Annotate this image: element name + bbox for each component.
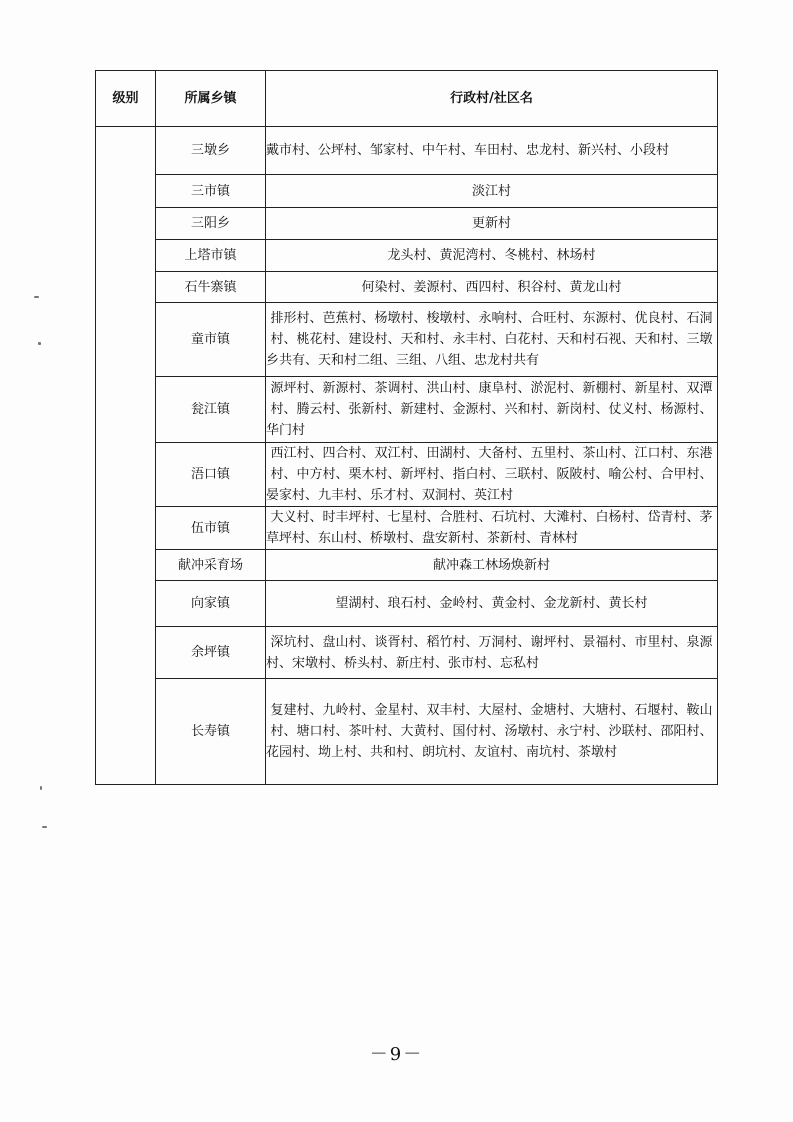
village-list: 排形村、芭蕉村、杨墩村、梭墩村、永响村、合旺村、东源村、优良村、石洞村、桃花村、建设村、天和村、永丰村、白花村、天和村石视、天和村、三墩乡共有、天和村二组、三组、八组、忠龙村共有	[266, 303, 718, 377]
table-row	[96, 550, 718, 581]
table-row	[96, 443, 718, 507]
table-row	[96, 127, 718, 175]
table-row	[96, 272, 718, 303]
village-list: 戴市村、公坪村、邹家村、中午村、车田村、忠龙村、新兴村、小段村	[266, 127, 718, 175]
table-row	[96, 507, 718, 550]
village-list: 深坑村、盘山村、谈胥村、稻竹村、万洞村、谢坪村、景福村、市里村、泉源村、宋墩村、桥头村、新庄村、张市村、忘私村	[266, 627, 718, 679]
village-list: 献冲森工林场焕新村	[266, 550, 718, 581]
header-villages: 行政村/社区名	[266, 71, 718, 127]
village-list: 更新村	[266, 208, 718, 240]
town-name: 献冲采育场	[156, 550, 266, 581]
header-town: 所属乡镇	[156, 71, 266, 127]
scan-speck	[42, 826, 47, 828]
table-row	[96, 240, 718, 272]
town-name: 童市镇	[156, 303, 266, 377]
village-list: 龙头村、黄泥湾村、冬桃村、林场村	[266, 240, 718, 272]
town-name: 向家镇	[156, 581, 266, 627]
town-name: 三市镇	[156, 175, 266, 208]
village-list: 复建村、九岭村、金星村、双丰村、大屋村、金塘村、大塘村、石堰村、鞍山村、塘口村、茶叶村、大黄村、国付村、汤墩村、永宁村、沙联村、邵阳村、花园村、坳上村、共和村、朗坑村、友谊村、南坑村、茶墩村	[266, 679, 718, 785]
scan-speck	[34, 296, 39, 298]
village-list: 望湖村、琅石村、金岭村、黄金村、金龙新村、黄长村	[266, 581, 718, 627]
village-list: 淡江村	[266, 175, 718, 208]
page-number: －9－	[369, 1044, 424, 1065]
table-row	[96, 627, 718, 679]
table-row	[96, 377, 718, 443]
town-name: 长寿镇	[156, 679, 266, 785]
town-name: 浯口镇	[156, 443, 266, 507]
table-header-row	[96, 71, 718, 127]
scan-speck	[40, 786, 42, 790]
scan-speck	[38, 342, 41, 345]
table-row	[96, 208, 718, 240]
header-level: 级别	[96, 71, 156, 127]
level-cell	[96, 127, 156, 785]
table-row	[96, 175, 718, 208]
village-list: 西江村、四合村、双江村、田湖村、大备村、五里村、茶山村、江口村、东港村、中方村、栗木村、新坪村、指白村、三联村、阪陂村、喻公村、合甲村、晏家村、九丰村、乐才村、双洞村、英江村	[266, 443, 718, 507]
table-row	[96, 303, 718, 377]
town-name: 上塔市镇	[156, 240, 266, 272]
village-list: 大义村、时丰坪村、七星村、合胜村、石坑村、大滩村、白杨村、岱青村、茅草坪村、东山村、桥墩村、盘安新村、茶新村、青林村	[266, 507, 718, 550]
town-name: 瓮江镇	[156, 377, 266, 443]
town-name: 伍市镇	[156, 507, 266, 550]
village-table	[95, 70, 718, 785]
table-row	[96, 679, 718, 785]
village-list: 何染村、姜源村、西四村、积谷村、黄龙山村	[266, 272, 718, 303]
village-list: 源坪村、新源村、茶调村、洪山村、康阜村、淤泥村、新棚村、新星村、双潭村、腾云村、张新村、新建村、金源村、兴和村、新岗村、仗义村、杨源村、华门村	[266, 377, 718, 443]
town-name: 石牛寨镇	[156, 272, 266, 303]
town-name: 余坪镇	[156, 627, 266, 679]
town-name: 三阳乡	[156, 208, 266, 240]
town-name: 三墩乡	[156, 127, 266, 175]
table-row	[96, 581, 718, 627]
